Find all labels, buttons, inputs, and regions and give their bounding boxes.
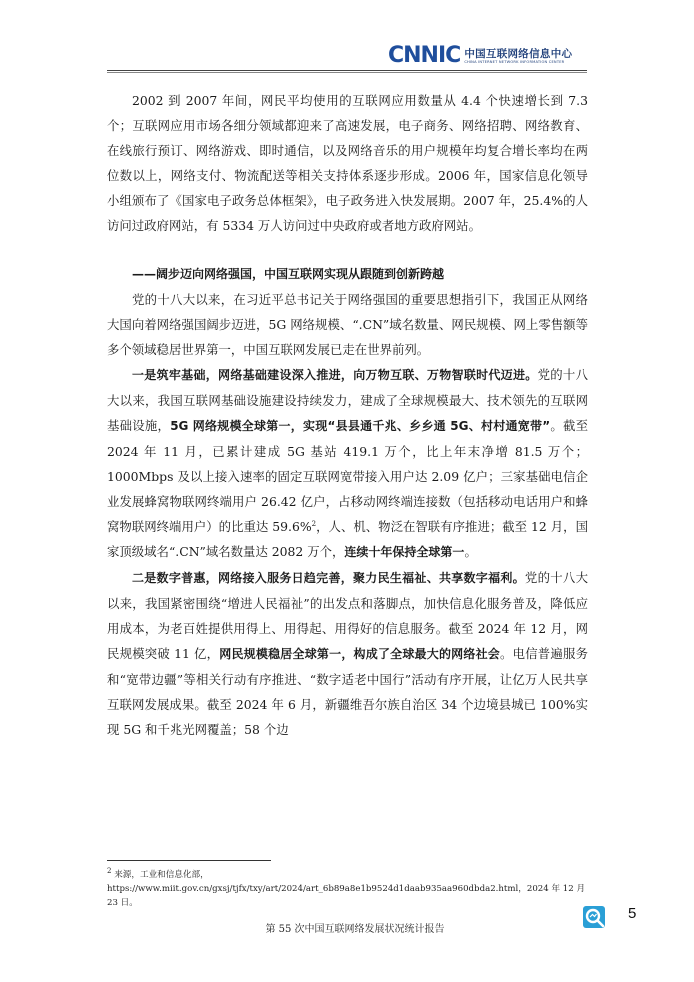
paragraph-2: 党的十八大以来，在习近平总书记关于网络强国的重要思想指引下，我国正从网络大国向着网络强国阔步迈进，5G 网络规模、“.CN”域名数量、网民规模、网上零售额等多个领域稳居世界第一，中国互联网发展已走在世界前列。 (107, 292, 588, 357)
p3-bold-cn: 连续十年保持全球第一 (344, 545, 465, 559)
p4-bold-netizens: 网民规模稳居全球第一，构成了全球最大的网络社会 (219, 647, 501, 661)
header-rule (107, 70, 587, 71)
footnote-rule (107, 860, 271, 861)
p4-bold-lead: 二是数字普惠，网络接入服务日趋完善，聚力民生福祉、共享数字福利。 (132, 571, 525, 585)
p3-bold-lead: 一是筑牢基础，网络基础建设深入推进，向万物互联、万物智联时代迈进。 (132, 368, 538, 382)
page-number: 5 (628, 905, 637, 922)
section-subheading: ——阔步迈向网络强国，中国互联网实现从跟随到创新跨越 (132, 267, 445, 281)
cnnic-logo-mark: CNNIC (388, 43, 461, 68)
paragraph-1: 2002 到 2007 年间，网民平均使用的互联网应用数量从 4.4 个快速增长到 7.3 个；互联网应用市场各细分领域都迎来了高速发展，电子商务、网络招聘、网络教育、在线旅行预订、网络游戏、即时通信，以及网络音乐的用户规模年均复合增长率均在两位数以上，网络支付、物流配送等相关支持体系逐步形成。2006 年，国家信息化领导小组颁布了《国家电子政务总体框架》，电子政务进入快发展期。2007 年，25.4%的人访问过政府网站，有 5334 万人访问过中央政府或者地方政府网站。 (107, 93, 588, 233)
footnote (107, 868, 588, 910)
header-rule-thin (107, 72, 587, 73)
p4-text-1: 党的十八大以来，我国紧密围绕“增进人民福祉”的出发点和落脚点，加快信息化服务普及，降低应用成本，为老百姓提供用得上、用得起、用得好的信息服务。截至 2024 年 12 月，网民规模突破 11 亿， (107, 570, 588, 661)
p3-text-1: 党的十八大以来，我国互联网基础设施建设持续发力，建成了全球规模最大、技术领先的互联网基础设施， (107, 367, 588, 433)
page-header (0, 0, 694, 72)
p3-text-3: ，人、机、物泛在智联有序推进；截至 12 月，国家顶级域名“.CN”域名数量达 2082 万个， (107, 519, 588, 559)
logo-text (464, 48, 572, 65)
spacer (107, 238, 588, 262)
footnote-mark: 2 (107, 867, 112, 876)
page-body (107, 88, 588, 742)
logo-cn-name: 中国互联网络信息中心 (464, 47, 573, 60)
report-search-icon (580, 903, 608, 931)
p3-text-2: 。截至 2024 年 11 月，已累计建成 5G 基站 419.1 万个，比上年末净增 81.5 万个；1000Mbps 及以上接入速率的固定互联网宽带接入用户达 2.09 亿户；三家基础电信企业发展蜂窝物联网终端用户 26.42 亿户，占移动网终端连接数（包括移动电话用户和蜂窝物联网终端用户）的比重达 59.6% (107, 418, 589, 534)
logo-en-name: CHINA INTERNET NETWORK INFORMATION CENTER (464, 59, 565, 64)
footnote-ref[interactable]: 2 (311, 519, 317, 528)
p3-bold-5g: 5G 网络规模全球第一，实现“县县通千兆、乡乡通 5G、村村通宽带” (170, 419, 551, 433)
paragraph-3 (107, 362, 588, 565)
footer-report-title: 第 55 次中国互联网络发展状况统计报告 (265, 924, 445, 935)
footnote-text: 来源，工业和信息化部，https://www.miit.gov.cn/gxsj/tjfx/txy/art/2024/art_6b89a8e1b9524d1daab935aa960dbda2.html，2024 年 12 月 23 日。 (107, 870, 586, 908)
cnnic-logo (388, 43, 573, 68)
p3-text-4: 。 (464, 544, 477, 559)
paragraph-4 (107, 565, 588, 742)
p4-text-2: 。电信普遍服务和“宽带边疆”等相关行动有序推进、“数字适老中国行”活动有序开展，让亿万人民共享互联网发展成果。截至 2024 年 6 月，新疆维吾尔族自治区 34 个边境县城已 100%实现 5G 和千兆光网覆盖；58 个边 (107, 646, 588, 737)
